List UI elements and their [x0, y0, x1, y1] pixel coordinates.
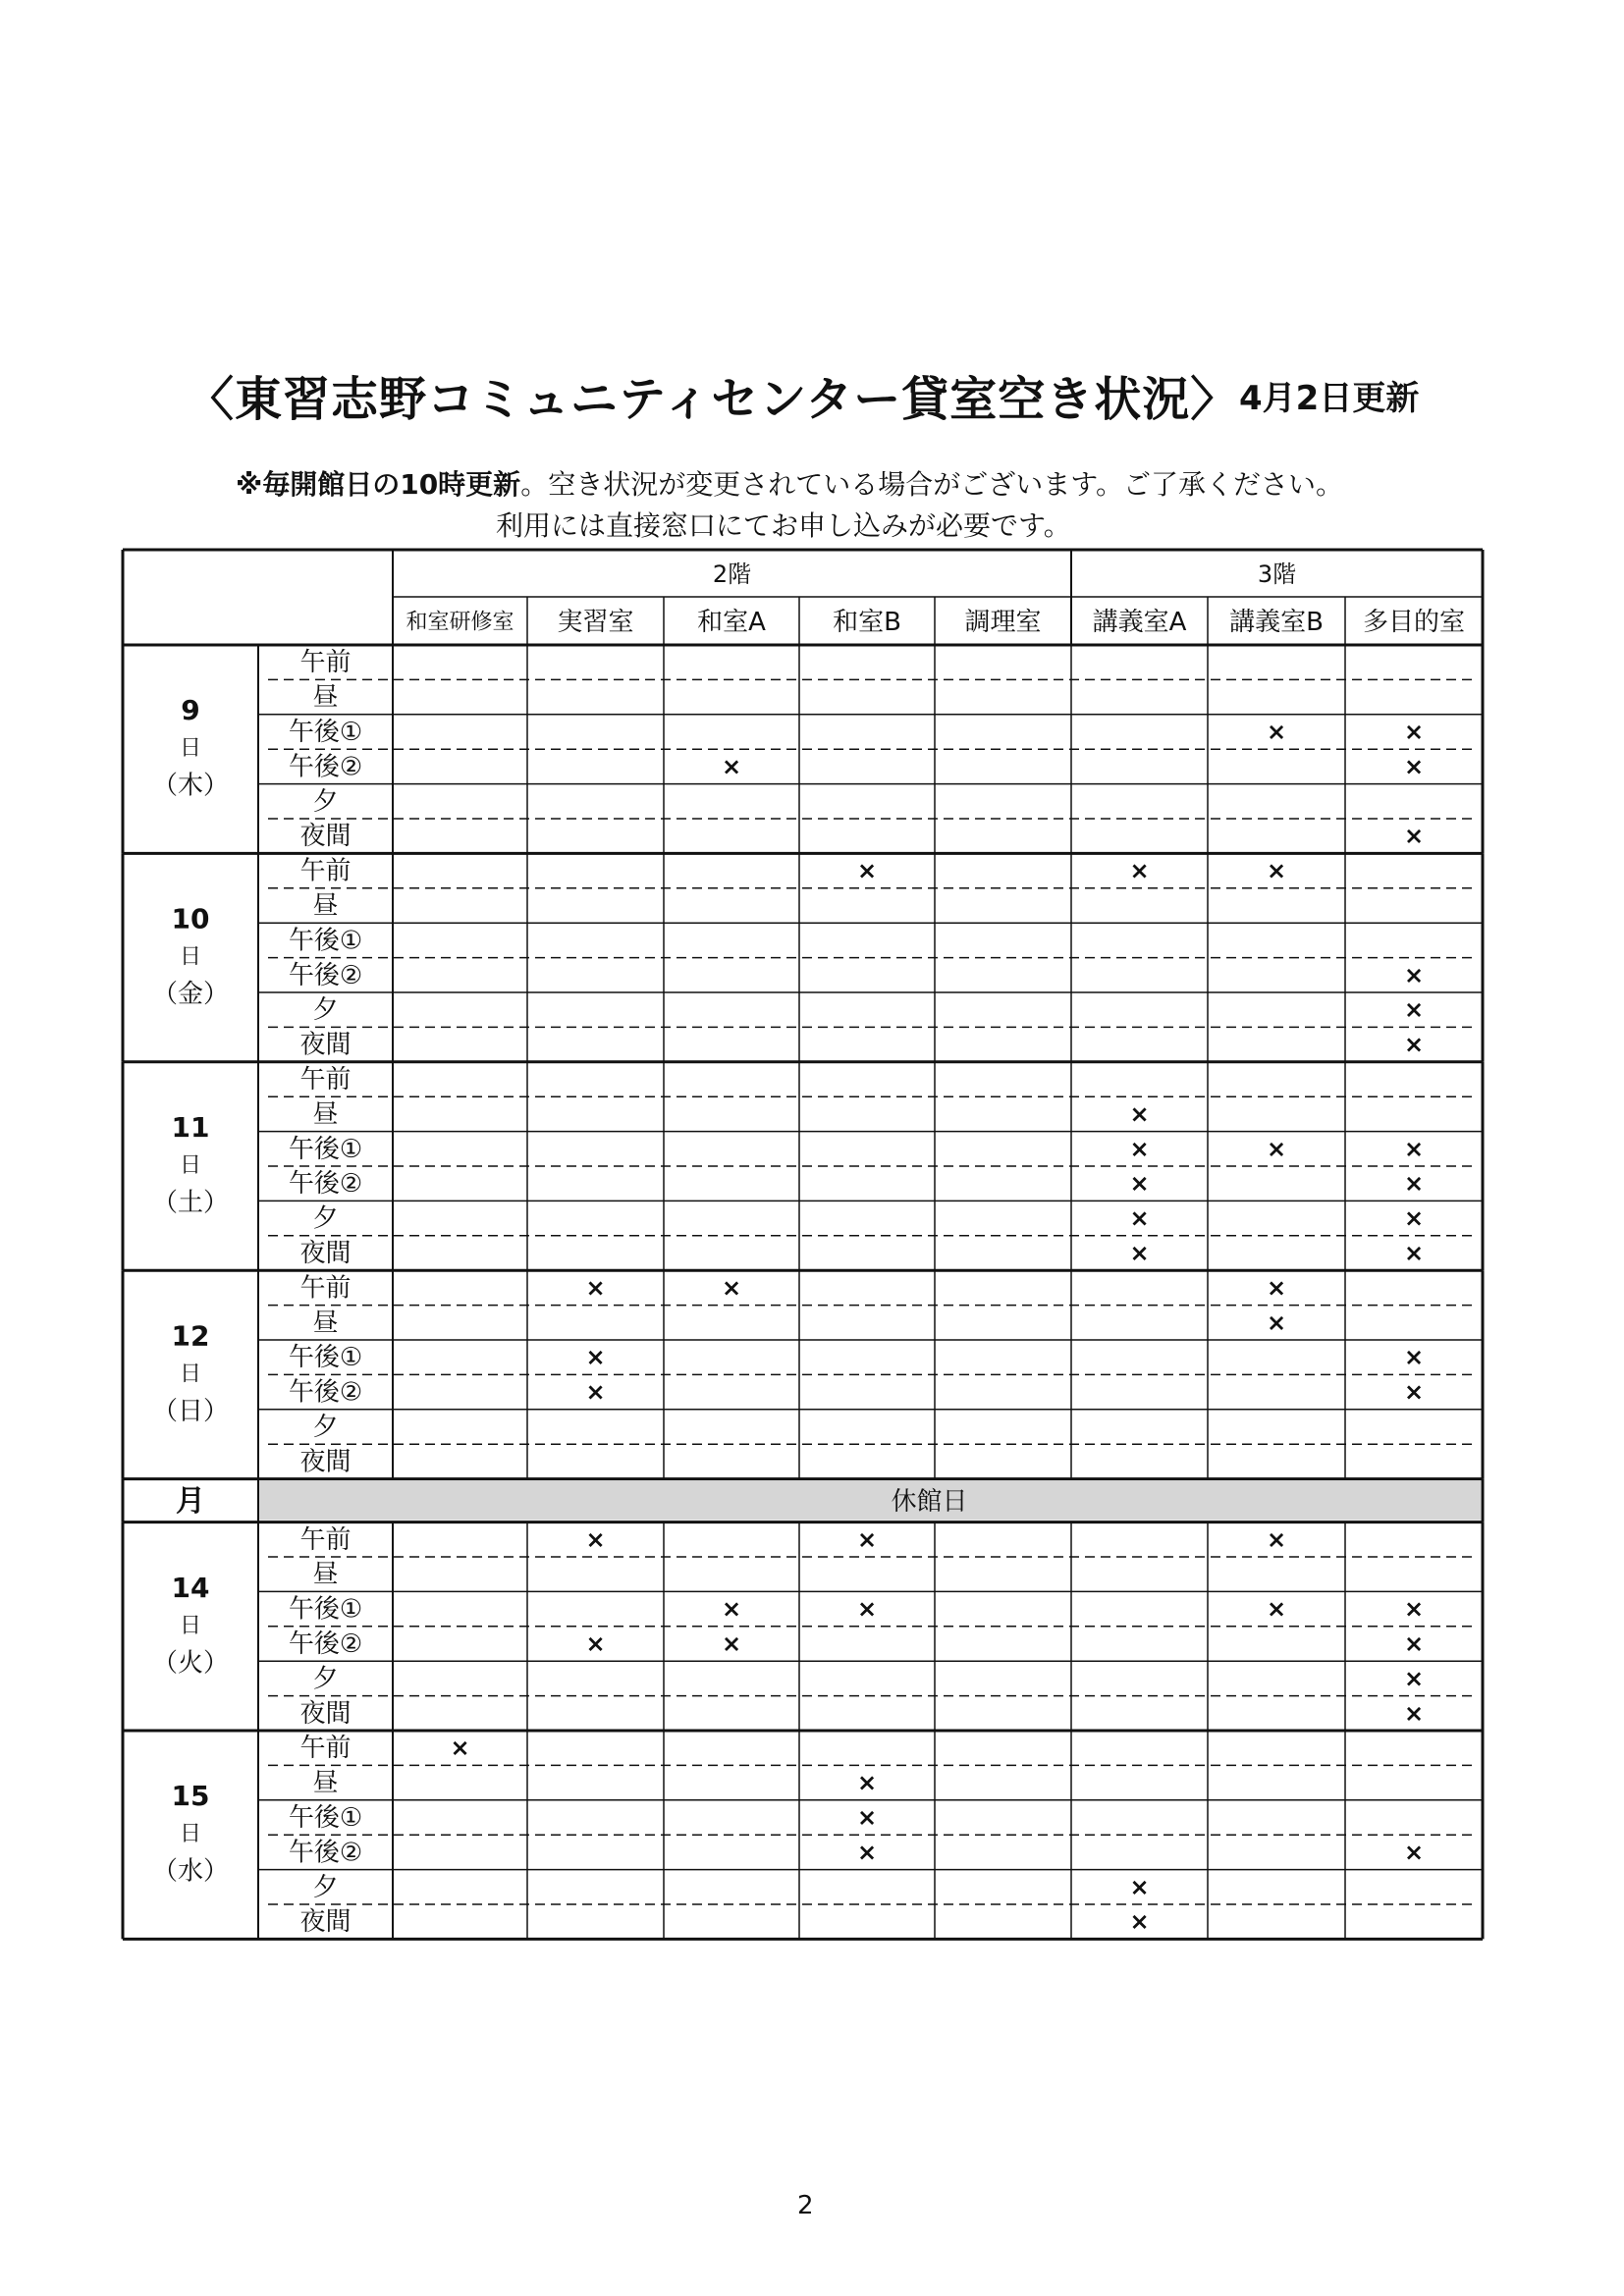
slot-label: 午後①	[288, 1134, 363, 1164]
updated-date: 4月2日更新	[1239, 379, 1420, 418]
room-header-0: 和室研修室	[406, 610, 514, 635]
booked-mark: ×	[585, 1273, 606, 1302]
slot-label: 昼	[312, 682, 339, 713]
booked-mark: ×	[1403, 1343, 1425, 1371]
slot-label: 夕	[312, 1203, 339, 1234]
closed-label: 休館日	[891, 1487, 968, 1518]
booked-mark: ×	[1129, 1099, 1150, 1128]
slot-label: 午前	[299, 1524, 352, 1555]
slot-label: 午後②	[288, 1169, 363, 1200]
booked-mark: ×	[585, 1343, 606, 1371]
booked-mark: ×	[1266, 1308, 1287, 1337]
application-notice: 利用には直接窓口にてお申し込みが必要です。	[496, 509, 1071, 542]
slot-label: 夕	[312, 1872, 339, 1902]
slot-label: 昼	[312, 1308, 339, 1338]
room-header-1: 実習室	[557, 608, 634, 637]
booked-mark: ×	[1403, 995, 1425, 1024]
booked-mark: ×	[856, 1838, 878, 1866]
slot-label: 夕	[312, 786, 339, 817]
booked-mark: ×	[1129, 1907, 1150, 1936]
booked-mark: ×	[1403, 1239, 1425, 1267]
room-header-4: 調理室	[964, 608, 1042, 637]
slot-label: 午前	[299, 1065, 352, 1095]
booked-mark: ×	[1129, 1873, 1150, 1901]
slot-label: 昼	[312, 1768, 339, 1798]
day-unit: 日	[179, 736, 202, 762]
booked-mark: ×	[1403, 1595, 1425, 1624]
day-unit: 日	[179, 1613, 202, 1638]
booked-mark: ×	[1266, 1525, 1287, 1554]
slot-label: 午後②	[288, 1838, 363, 1868]
slot-label: 午後①	[288, 1343, 363, 1373]
day-weekday: （火）	[151, 1648, 230, 1679]
day-weekday: （土）	[151, 1188, 230, 1218]
floor-label-3: 3階	[1257, 561, 1297, 588]
booked-mark: ×	[1403, 1699, 1425, 1728]
slot-label: 午後②	[288, 1377, 363, 1408]
slot-label: 午前	[299, 1273, 352, 1304]
booked-mark: ×	[1403, 1169, 1425, 1198]
page-number: 2	[797, 2191, 814, 2220]
booked-mark: ×	[856, 1595, 878, 1624]
booked-mark: ×	[1129, 1135, 1150, 1163]
booked-mark: ×	[1403, 1204, 1425, 1233]
slot-label: 夕	[312, 1664, 339, 1694]
room-header-5: 講義室A	[1092, 608, 1187, 637]
day-weekday: （金）	[151, 980, 230, 1010]
slot-label: 昼	[312, 891, 339, 921]
booked-mark: ×	[1403, 961, 1425, 989]
slot-label: 午前	[299, 856, 352, 886]
day-unit: 日	[179, 1822, 202, 1847]
slot-label: 午前	[299, 1734, 352, 1764]
room-header-6: 講義室B	[1229, 608, 1324, 637]
booked-mark: ×	[1403, 1664, 1425, 1692]
booked-mark: ×	[856, 857, 878, 885]
slot-label: 午後①	[288, 1803, 363, 1833]
slot-label: 夜間	[299, 1907, 352, 1938]
booked-mark: ×	[856, 1803, 878, 1832]
slot-label: 昼	[312, 1099, 339, 1130]
booked-mark: ×	[1403, 1378, 1425, 1407]
booked-mark: ×	[1266, 1135, 1287, 1163]
closed-day-band	[258, 1481, 1481, 1521]
booked-mark: ×	[1129, 857, 1150, 885]
day-unit: 日	[179, 944, 202, 970]
slot-label: 夜間	[299, 1030, 352, 1060]
room-header-7: 多目的室	[1362, 608, 1466, 637]
floor-label-2: 2階	[712, 561, 752, 588]
booked-mark: ×	[1266, 1273, 1287, 1302]
update-notice-bold: ※毎開館日の10時更新	[236, 468, 521, 501]
day-date: 15	[171, 1780, 210, 1813]
booked-mark: ×	[1403, 1838, 1425, 1866]
slot-label: 夜間	[299, 1698, 352, 1729]
slot-label: 午後①	[288, 718, 363, 747]
booked-mark: ×	[1403, 752, 1425, 780]
slot-label: 午後②	[288, 752, 363, 782]
day-date: 10	[171, 902, 210, 935]
slot-label: 昼	[312, 1560, 339, 1590]
day-unit: 日	[179, 1153, 202, 1178]
day-weekday: （水）	[151, 1856, 230, 1887]
slot-label: 午後②	[288, 960, 363, 990]
booked-mark: ×	[1266, 718, 1287, 746]
slot-label: 夜間	[299, 1447, 352, 1477]
room-header-2: 和室A	[697, 608, 766, 637]
update-notice-rest: 。空き状況が変更されている場合がございます。ご了承ください。	[520, 468, 1343, 501]
booked-mark: ×	[1129, 1239, 1150, 1267]
booked-mark: ×	[1403, 1031, 1425, 1059]
booked-mark: ×	[585, 1629, 606, 1658]
booked-mark: ×	[856, 1525, 878, 1554]
booked-mark: ×	[585, 1378, 606, 1407]
day-weekday: （日）	[151, 1396, 230, 1426]
booked-mark: ×	[1403, 718, 1425, 746]
booked-mark: ×	[1266, 1595, 1287, 1624]
closed-weekday: 月	[176, 1484, 205, 1520]
booked-mark: ×	[450, 1734, 470, 1762]
day-date: 9	[181, 694, 200, 727]
booked-mark: ×	[721, 1629, 742, 1658]
slot-label: 夕	[312, 1413, 339, 1442]
booked-mark: ×	[585, 1525, 606, 1554]
room-header-3: 和室B	[833, 608, 901, 637]
booked-mark: ×	[1403, 1135, 1425, 1163]
day-date: 12	[171, 1319, 210, 1353]
booked-mark: ×	[721, 752, 742, 780]
booked-mark: ×	[1403, 1629, 1425, 1658]
day-date: 11	[171, 1111, 210, 1144]
day-unit: 日	[179, 1362, 202, 1387]
booked-mark: ×	[721, 1595, 742, 1624]
day-date: 14	[171, 1571, 210, 1604]
slot-label: 午後①	[288, 926, 363, 956]
slot-label: 午後①	[288, 1594, 363, 1625]
booked-mark: ×	[1403, 822, 1425, 850]
slot-label: 夕	[312, 995, 339, 1026]
booked-mark: ×	[1129, 1204, 1150, 1233]
day-weekday: （木）	[151, 771, 230, 801]
page-title: 〈東習志野コミュニティセンター貸室空き状況〉	[187, 372, 1239, 427]
booked-mark: ×	[1129, 1169, 1150, 1198]
slot-label: 夜間	[299, 822, 352, 852]
booked-mark: ×	[1266, 857, 1287, 885]
booked-mark: ×	[721, 1273, 742, 1302]
slot-label: 午後②	[288, 1629, 363, 1659]
slot-label: 午前	[299, 648, 352, 678]
booked-mark: ×	[856, 1769, 878, 1797]
slot-label: 夜間	[299, 1239, 352, 1268]
